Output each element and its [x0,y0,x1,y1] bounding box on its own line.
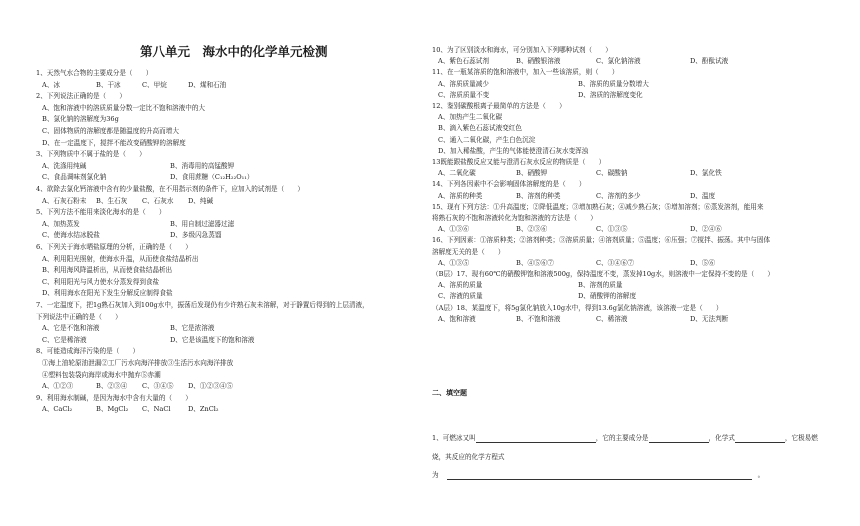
answer-option: D、②④⑥ [690,225,722,234]
question-text-line: C、通入二氧化碳，产生白色沉淀 [438,135,536,144]
question-text-line: C、固体物质的溶解度都是随温度的升高而增大 [42,127,179,135]
answer-option: A、饱和溶液 [438,314,476,323]
question-stem: 10、为了区别淡水和海水，可分别加入下列哪种试剂（ ） [432,46,612,54]
answer-option: A、CaCl₂ [42,405,73,414]
answer-option: C、溶质质量不变 [438,90,490,99]
question-stem: （B层）17、现有60℃的硝酸钾饱和溶液500g，保持温度不变，蒸发掉10g水，则溶液中一定保持不变的是（ ） [432,270,774,278]
answer-option: A、溶质质量减少 [438,79,489,88]
answer-option: C、甲烷 [142,80,167,89]
answer-option: D、溶质的溶解度变化 [578,90,643,99]
fill-q1-line1: 1、可燃冰又叫 ，它的主要成分是 ，化学式 ，它极易燃 [432,434,818,442]
answer-option: C、氯化钠溶液 [596,57,641,66]
question-stem: 下列说法中正确的是（ ） [36,312,122,321]
question-stem: 3、下列物质中不属于盐的是（ ） [36,150,146,159]
answer-option: C、③④⑥⑦ [596,258,635,267]
question-stem: 9、利用海水制碱，是因为海水中含有大量的（ ） [36,393,192,402]
answer-option: A、溶质的质量 [438,281,483,290]
answer-option: C、NaCl [142,405,171,414]
answer-option: D、①②③④⑤ [188,382,233,391]
answer-option: B、它是浓溶液 [170,324,215,333]
answer-option: D、酚酞试液 [690,57,729,66]
question-stem: 将熟石灰的不饱和溶液转化为饱和溶液的方法是（ ） [432,214,597,222]
answer-option: B、不饱和溶液 [516,314,561,323]
answer-option: A、①②③ [42,382,74,391]
answer-option: A、溶质的种类 [438,191,483,200]
question-stem: 7、一定温度下，把1g熟石灰加入到100g水中，振荡后发现仍有少许熟石灰未溶解，对于静置后得到的上层清液， [36,301,369,309]
fill-section-heading: 二、填空题 [432,389,467,397]
answer-option: D、⑤⑥ [690,258,716,267]
question-text-line: C、利用阳光与风力使水分蒸发得到食盐 [42,277,160,286]
question-text-line: ①海上油轮原油泄漏②工厂污水向海洋排放③生活污水向海洋排放 [42,359,234,367]
answer-option: D、无法判断 [690,314,729,323]
fill-blank[interactable] [735,434,785,443]
answer-option: A、它是不饱和溶液 [42,324,100,333]
question-text-line: D、在一定温度下，搅拌不能改变硝酸钾的溶解度 [42,138,186,147]
answer-option: D、纯碱 [188,196,214,205]
answer-option: B、硝酸银溶液 [516,57,561,66]
answer-option: C、碳酸钠 [596,169,628,178]
answer-option: C、①③⑤ [596,225,628,234]
question-text-line: A、加热产生二氧化碳 [438,113,503,122]
question-text-line: A、饱和溶液中的溶质质量分数一定比不饱和溶液中的大 [42,103,206,112]
question-stem: （A层）18、某温度下，将5g氯化钠放入10g水中，得到13.6g氯化钠溶液，该溶液一定是（ ） [432,303,723,312]
answer-option: D、多级闪急蒸馏 [170,231,222,240]
answer-option: A、加热蒸发 [42,219,80,228]
answer-option: D、氯化铁 [690,169,722,178]
question-stem: 溶解度无关的是（ ） [432,247,505,256]
question-text-line: D、加入稀盐酸，产生的气体能使澄清石灰水变浑浊 [438,146,589,155]
answer-option: A、①③⑤ [438,258,470,267]
answer-option: A、二氧化碳 [438,169,476,178]
answer-option: B、硝酸钾 [516,169,548,178]
question-text-line: B、氯化钠的溶解度为36g [42,115,119,124]
question-stem: 2、下列说法正确的是（ ） [36,92,126,101]
fill-q1-line2: 烧，其反应的化学方程式 [432,453,505,461]
question-stem: 13既能跟盐酸反应又能与澄清石灰水反应的物质是（ ） [432,158,606,166]
answer-option: A、洗涤用纯碱 [42,161,87,170]
question-stem: 1、天然气水合物的主要成分是（ ） [36,69,153,77]
answer-option: A、石灰石粉末 [42,196,87,205]
answer-option: D、硝酸钾的溶解度 [578,292,637,301]
answer-option: B、④⑤⑥⑦ [516,258,554,267]
question-stem: 12、鉴别碳酸根离子最简单的方法是（ ） [432,102,566,110]
answer-option: B、MgCl₂ [96,405,129,414]
question-text-line: B、滴入紫色石蕊试液变红色 [438,124,522,133]
page-title: 第八单元 海水中的化学单元检测 [140,44,328,59]
fill-blank[interactable] [649,434,709,443]
question-stem: 14、下列各因素中不会影响固体溶解度的是（ ） [432,180,586,189]
answer-option: C、使海水结冰脱盐 [42,231,100,240]
answer-option: C、食品调味剂氯化钠 [42,173,107,182]
answer-option: B、干冰 [96,80,121,89]
question-text-line: B、利用海风降温析出，从而使食盐结晶析出 [42,266,173,275]
answer-option: A、①③⑥ [438,225,470,234]
question-text-line: D、利用海水在阳光下发生分解反应制得食盐 [42,289,173,298]
question-text-line: A、利用阳光照射，使海水升温，从而使食盐结晶析出 [42,254,199,263]
question-stem: 16、下列因素：①溶质种类；②溶剂种类；③溶质质量；④溶剂质量；⑤温度；⑥压强；⑦搅拌、振荡。其中与固体 [432,236,771,245]
answer-option: D、煤和石油 [188,80,227,89]
fill-blank[interactable] [447,471,752,480]
answer-option: D、它是该温度下的饱和溶液 [170,335,255,344]
answer-option: D、温度 [690,191,716,200]
question-stem: 5、下列方法不能用来淡化海水的是（ ） [36,208,166,217]
question-stem: 4、欲除去氯化钙溶液中含有的少量盐酸，在不用指示剂的条件下，应加入的试剂是（ ） [36,185,304,193]
answer-option: B、用自制过滤器过滤 [170,219,235,228]
answer-option: C、它是稀溶液 [42,335,87,344]
fill-blank[interactable] [476,434,596,443]
question-stem: 11、在一瓶某溶质的饱和溶液中，加入一些该溶质，则（ ） [432,68,619,77]
answer-option: C、溶剂的多少 [596,191,641,200]
question-text-line: ④塑料包装袋向海岸或海水中抛弃⑤赤潮 [42,370,161,379]
answer-option: B、溶剂的种类 [516,191,561,200]
answer-option: B、②③④ [96,382,128,391]
question-stem: 15、现有下列方法：①升高温度；②降低温度；③增加熟石灰；④减少熟石灰；⑤增加溶剂；⑥蒸发溶剂，能用来 [432,202,764,211]
answer-option: C、石灰水 [142,196,174,205]
answer-option: B、溶质的质量分数增大 [578,79,649,88]
question-stem: 6、下列关于海水晒盐原理的分析，正确的是（ ） [36,243,192,251]
answer-option: D、ZnCl₂ [188,405,219,414]
answer-option: B、溶剂的质量 [578,281,623,290]
answer-option: C、③④⑤ [142,382,174,391]
answer-option: B、消毒用的高锰酸钾 [170,161,235,170]
answer-option: C、溶液的质量 [438,292,483,301]
answer-option: B、②③⑥ [516,225,548,234]
answer-option: B、生石灰 [96,196,128,205]
answer-option: D、食用蔗糖（C₁₂H₂₂O₁₁） [170,173,254,182]
fill-q1-line3: 为 。 [432,471,765,479]
answer-option: A、紫色石蕊试剂 [438,57,489,66]
answer-option: C、稀溶液 [596,314,628,323]
answer-option: A、冰 [42,80,60,89]
question-stem: 8、可能造成海洋污染的是（ ） [36,347,140,356]
